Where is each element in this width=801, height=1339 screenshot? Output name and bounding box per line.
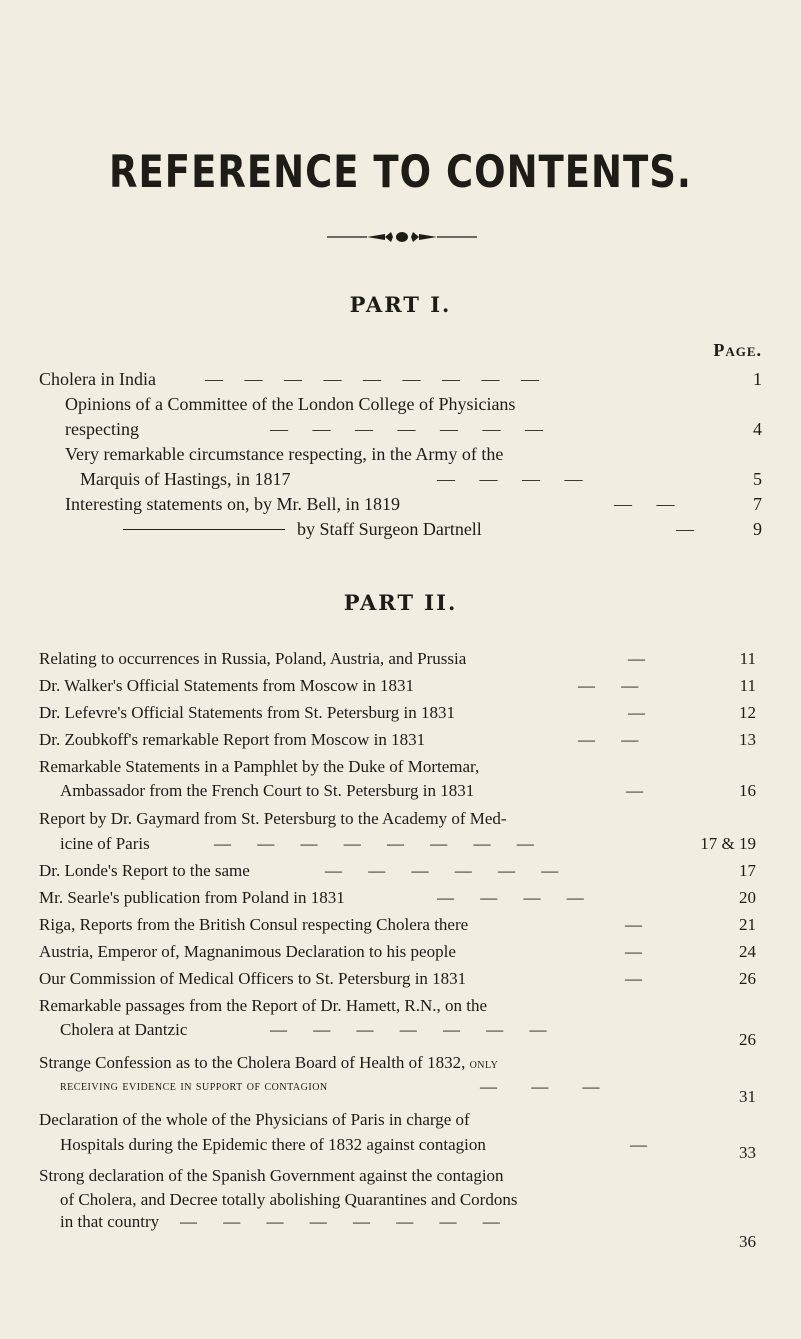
part1-heading: PART I. [349,292,452,317]
entry-text: Dr. Zoubkoff's remarkable Report from Moscow in 1831 [39,730,426,749]
ditto-rule [123,529,285,530]
entry-page: 11 [739,649,756,668]
entry-page: 24 [739,942,756,961]
entry-text: receiving evidence in support of contagion [60,1079,328,1094]
entry-text: Dr. Londe's Report to the same [39,861,250,880]
entry-page: 17 & 19 [700,834,756,853]
entry-leader: — — — — — — — [270,419,543,439]
entry-text: Cholera in India [39,369,156,389]
entry-leader: — [625,942,642,961]
entry-leader: — [625,915,642,934]
entry-page: 1 [753,369,762,389]
entry-text: Remarkable passages from the Report of Dr. Hamett, R.N., on the [39,996,488,1015]
entry-page: 17 [739,861,756,880]
entry-text: Riga, Reports from the British Consul respecting Cholera there [39,915,469,934]
entry-page: 21 [739,915,756,934]
entry-text: respecting [65,419,139,439]
entry-page: 36 [739,1232,756,1251]
entry-text: Austria, Emperor of, Magnanimous Declaration to his people [39,942,456,961]
entry-leader: — [676,519,694,539]
entry-leader: — [625,969,642,988]
entry-text: Our Commission of Medical Officers to St. Petersburg in 1831 [39,969,467,988]
entry-text: Interesting statements on, by Mr. Bell, in 1819 [65,494,400,514]
entry-text: icine of Paris [60,834,150,853]
entry-text: Marquis of Hastings, in 1817 [80,469,291,489]
entry-leader: — [628,649,645,668]
entry-leader: — [626,781,643,800]
entry-leader: — — — — [437,469,583,489]
entry-page: 7 [753,494,762,514]
entry-text: of Cholera, and Decree totally abolishing Quarantines and Cordons [60,1190,518,1209]
entry-leader: — — — — — — — — [214,834,534,853]
entry-text: Strange Confession as to the Cholera Board of Health of 1832, only [39,1053,499,1072]
entry-leader: — [630,1135,647,1154]
entry-text: Ambassador from the French Court to St. Petersburg in 1831 [60,781,475,800]
entry-text: Hospitals during the Epidemic there of 1832 against contagion [60,1135,486,1154]
entry-page: 4 [753,419,762,439]
entry-text: Dr. Lefevre's Official Statements from St. Petersburg in 1831 [39,703,456,722]
entry-text: Strong declaration of the Spanish Government against the contagion [39,1166,504,1185]
entry-page: 5 [753,469,762,489]
entry-page: 13 [739,730,756,749]
entry-page: 26 [739,1030,756,1049]
entry-text: Dr. Walker's Official Statements from Moscow in 1831 [39,676,415,695]
entry-page: 20 [739,888,756,907]
entry-text: Very remarkable circumstance respecting, in the Army of the [65,444,504,464]
entry-leader: — — [578,676,639,695]
entry-leader: — — — [480,1077,600,1096]
entry-page: 12 [739,703,756,722]
entry-leader: — — — — — — — — — [205,369,539,389]
entry-text: Mr. Searle's publication from Poland in 1831 [39,888,345,907]
entry-text: Cholera at Dantzic [60,1020,188,1039]
entry-text: by Staff Surgeon Dartnell [297,519,482,539]
entry-page: 31 [739,1087,756,1106]
page-title: REFERENCE TO CONTENTS. [109,146,692,198]
entry-leader: — — [578,730,639,749]
entry-leader: — — [614,494,675,514]
page-column-label: Page. [713,340,762,360]
entry-text: Relating to occurrences in Russia, Poland, Austria, and Prussia [39,649,467,668]
ornament-divider-icon [327,230,477,244]
entry-page: 33 [739,1143,756,1162]
entry-leader: — — — — — — [325,861,559,880]
entry-leader: — — — — — — — — [180,1212,500,1231]
entry-page: 26 [739,969,756,988]
entry-leader: — [628,703,645,722]
entry-text: Remarkable Statements in a Pamphlet by the Duke of Mortemar, [39,757,480,776]
entry-text: Report by Dr. Gaymard from St. Petersburg to the Academy of Med- [39,809,507,828]
entry-leader: — — — — [437,888,584,907]
entry-page: 16 [739,781,756,800]
entry-text: in that country [60,1212,160,1231]
entry-text: Opinions of a Committee of the London College of Physicians [65,394,516,414]
part2-heading: PART II. [343,590,458,615]
entry-page: 9 [753,519,762,539]
entry-text: Declaration of the whole of the Physicians of Paris in charge of [39,1110,470,1129]
entry-page: 11 [739,676,756,695]
entry-leader: — — — — — — — [270,1020,547,1039]
